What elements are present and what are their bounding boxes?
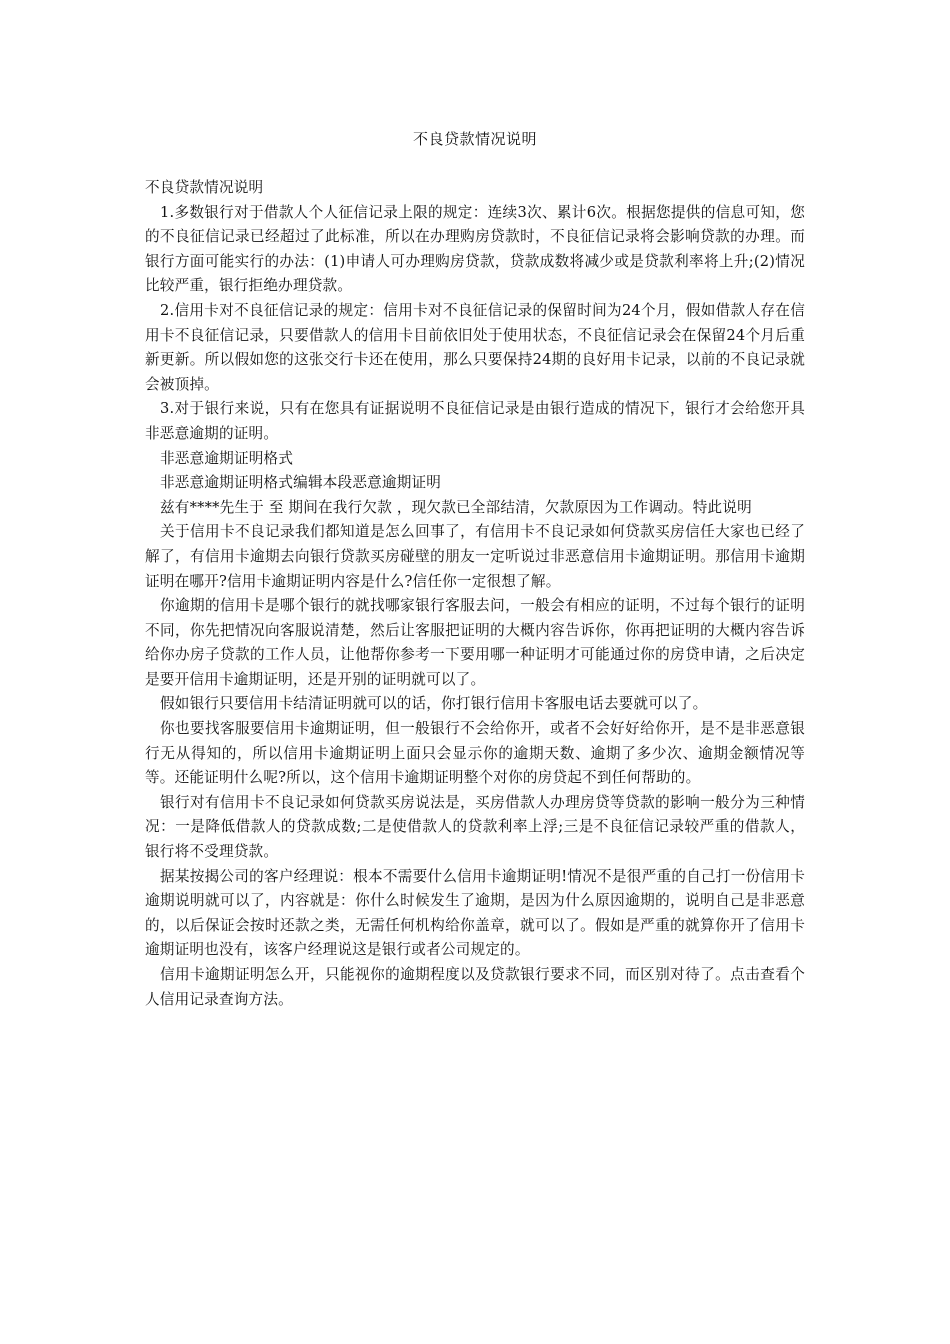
document-title: 不良贷款情况说明: [412, 130, 537, 148]
document-body: [145, 176, 805, 1012]
paragraph-intro: 关于信用卡不良记录我们都知道是怎么回事了，有信用卡不良记录如何贷款买房信任大家也已经了解了，有信用卡逾期去向银行贷款买房碰壁的朋友一定听说过非恶意信用卡逾期证明。那信用卡逾期证明在哪开?信用卡逾期证明内容是什么?信任你一定很想了解。: [145, 523, 805, 590]
paragraph-settlement: 假如银行只要信用卡结清证明就可以的话，你打银行信用卡客服电话去要就可以了。: [160, 695, 708, 713]
paragraph-certificate-template: 兹有****先生于 至 期间在我行欠款 ，现欠款已全部结清，欠款原因为工作调动。特此说明: [160, 498, 752, 516]
paragraph-format-heading: 非恶意逾期证明格式: [160, 449, 294, 467]
paragraph-rule-3: 3.对于银行来说，只有在您具有证据说明不良征信记录是由银行造成的情况下，银行才会给您开具非恶意逾期的证明。: [145, 400, 805, 442]
paragraph-manager-advice: 据某按揭公司的客户经理说：根本不需要什么信用卡逾期证明!情况不是很严重的自己打一份信用卡逾期说明就可以了，内容就是：你什么时候发生了逾期，是因为什么原因逾期的，说明自己是非恶意的，以后保证会按时还款之类，无需任何机构给你盖章，就可以了。假如是严重的就算你开了信用卡逾期证明也没有，该客户经理说这是银行或者公司规定的。: [145, 867, 805, 959]
paragraph-format-subheading: 非恶意逾期证明格式编辑本段恶意逾期证明: [160, 474, 442, 492]
paragraph-bank-policy: 银行对有信用卡不良记录如何贷款买房说法是，买房借款人办理房贷等贷款的影响一般分为三种情况：一是降低借款人的贷款成数;二是使借款人的贷款利率上浮;三是不良征信记录较严重的借款人，银行将不受理贷款。: [145, 793, 805, 861]
paragraph-rule-2: 2.信用卡对不良征信记录的规定：信用卡对不良征信记录的保留时间为24个月，假如借款人存在信用卡不良征信记录，只要借款人的信用卡目前依旧处于使用状态，不良征信记录会在保留24个月后重新更新。所以假如您的这张交行卡还在使用，那么只要保持24期的良好用卡记录，以前的不良记录就会被顶掉。: [145, 301, 805, 393]
paragraph-heading: 不良贷款情况说明: [145, 179, 264, 196]
paragraph-conclusion: 信用卡逾期证明怎么开，只能视你的逾期程度以及贷款银行要求不同，而区别对待了。点击查看个人信用记录查询方法。: [145, 966, 805, 1008]
paragraph-bank-contact: 你逾期的信用卡是哪个银行的就找哪家银行客服去问，一般会有相应的证明，不过每个银行的证明不同，你先把情况向客服说清楚，然后让客服把证明的大概内容告诉你，你再把证明的大概内容告诉给你办房子贷款的工作人员，让他帮你参考一下要用哪一种证明才可能通过你的房贷申请，之后决定是要开信用卡逾期证明，还是开别的证明就可以了。: [145, 597, 805, 688]
paragraph-limitations: 你也要找客服要信用卡逾期证明，但一般银行不会给你开，或者不会好好给你开，是不是非恶意银行无从得知的，所以信用卡逾期证明上面只会显示你的逾期天数、逾期了多少次、逾期金额情况等等。还能证明什么呢?所以，这个信用卡逾期证明整个对你的房贷起不到任何帮助的。: [145, 720, 805, 787]
paragraph-rule-1: 1.多数银行对于借款人个人征信记录上限的规定：连续3次、累计6次。根据您提供的信息可知，您的不良征信记录已经超过了此标准，所以在办理购房贷款时，不良征信记录将会影响贷款的办理。而银行方面可能实行的办法：(1)申请人可办理购房贷款，贷款成数将减少或是贷款利率将上升;(2)情况比较严重，银行拒绝办理贷款。: [145, 203, 805, 295]
